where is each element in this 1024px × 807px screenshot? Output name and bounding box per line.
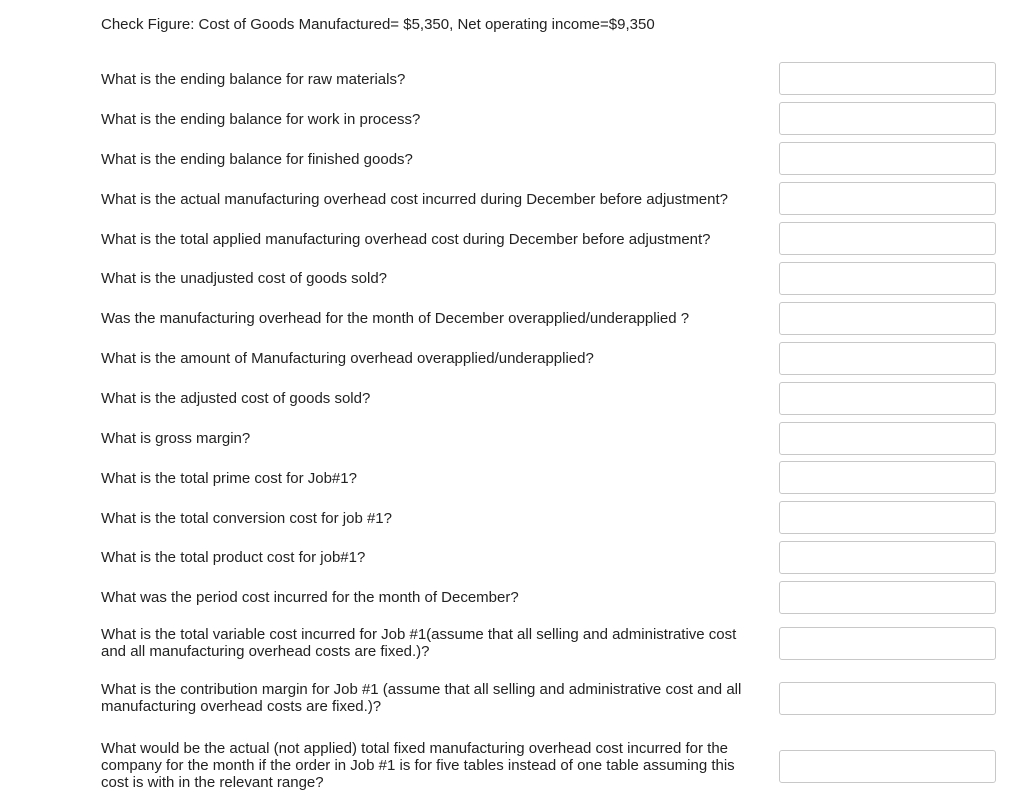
- question-label-product-cost: What is the total product cost for job#1?: [101, 549, 366, 566]
- question-label-variable-cost: What is the total variable cost incurred for Job #1(assume that all selling and administrative cost and all manufacturing overhead costs are fixed.)?: [101, 626, 737, 660]
- answer-input-conversion-cost[interactable]: [779, 501, 996, 534]
- answer-input-adjusted-cogs[interactable]: [779, 382, 996, 415]
- question-label-actual-overhead: What is the actual manufacturing overhead cost incurred during December before adjustment?: [101, 191, 729, 208]
- question-label-work-in-process: What is the ending balance for work in process?: [101, 111, 421, 128]
- question-label-over-under-applied: Was the manufacturing overhead for the month of December overapplied/underapplied ?: [101, 310, 690, 327]
- question-label-fixed-overhead: What would be the actual (not applied) total fixed manufacturing overhead cost incurred for the company for the month if the order in Job #1 is for five tables instead of one table assuming this cost is with in the relevant range?: [101, 740, 735, 791]
- question-label-conversion-cost: What is the total conversion cost for job #1?: [101, 510, 392, 527]
- question-label-finished-goods: What is the ending balance for finished goods?: [101, 151, 413, 168]
- answer-input-actual-overhead[interactable]: [779, 182, 996, 215]
- answer-input-work-in-process[interactable]: [779, 102, 996, 135]
- question-label-raw-materials: What is the ending balance for raw materials?: [101, 71, 406, 88]
- answer-input-gross-margin[interactable]: [779, 422, 996, 455]
- answer-input-raw-materials[interactable]: [779, 62, 996, 95]
- question-label-unadjusted-cogs: What is the unadjusted cost of goods sold?: [101, 270, 388, 287]
- question-label-period-cost: What was the period cost incurred for the month of December?: [101, 589, 519, 606]
- answer-input-overhead-amount[interactable]: [779, 342, 996, 375]
- answer-input-product-cost[interactable]: [779, 541, 996, 574]
- question-label-overhead-amount: What is the amount of Manufacturing overhead overapplied/underapplied?: [101, 350, 594, 367]
- answer-input-variable-cost[interactable]: [779, 627, 996, 660]
- answer-input-contribution-margin[interactable]: [779, 682, 996, 715]
- question-label-gross-margin: What is gross margin?: [101, 430, 251, 447]
- answer-input-unadjusted-cogs[interactable]: [779, 262, 996, 295]
- answer-input-finished-goods[interactable]: [779, 142, 996, 175]
- question-label-contribution-margin: What is the contribution margin for Job #1 (assume that all selling and administrative cost and all manufacturing overhead costs are fixed.)?: [101, 681, 742, 715]
- answer-input-over-under-applied[interactable]: [779, 302, 996, 335]
- answer-input-fixed-overhead[interactable]: [779, 750, 996, 783]
- check-figure-text: Check Figure: Cost of Goods Manufactured= $5,350, Net operating income=$9,350: [101, 16, 655, 33]
- question-label-adjusted-cogs: What is the adjusted cost of goods sold?: [101, 390, 371, 407]
- answer-input-prime-cost[interactable]: [779, 461, 996, 494]
- answer-input-period-cost[interactable]: [779, 581, 996, 614]
- question-label-prime-cost: What is the total prime cost for Job#1?: [101, 470, 357, 487]
- answer-input-applied-overhead[interactable]: [779, 222, 996, 255]
- question-label-applied-overhead: What is the total applied manufacturing overhead cost during December before adjustment?: [101, 231, 711, 248]
